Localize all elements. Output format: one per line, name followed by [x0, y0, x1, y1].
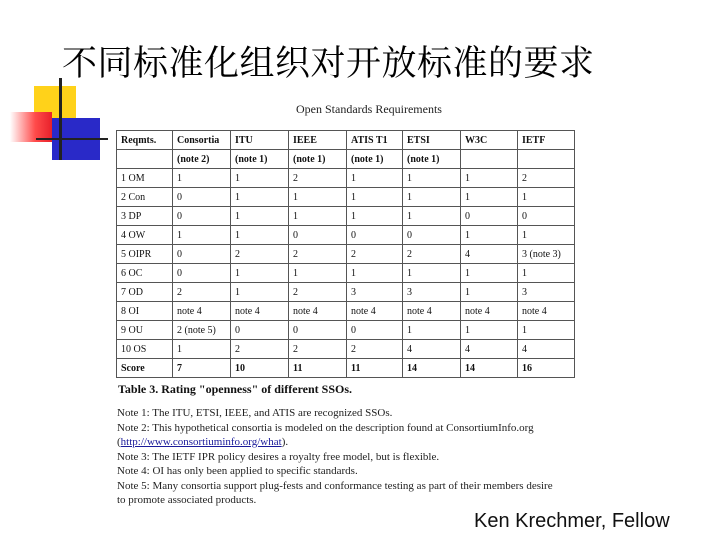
table-cell: 1 [461, 321, 518, 340]
note-1: Note 1: The ITU, ETSI, IEEE, and ATIS are recognized SSOs. [117, 407, 393, 419]
note-4: Note 4: OI has only been applied to specific standards. [117, 465, 358, 477]
decor-horizontal-line [36, 138, 108, 140]
table-subheader-row [117, 150, 575, 169]
table-cell: 2 [347, 340, 403, 359]
consortiuminfo-link[interactable]: http://www.consortiuminfo.org/what [120, 436, 282, 448]
table-cell: 0 [403, 226, 461, 245]
table-cell: 5 OIPR [117, 245, 173, 264]
table-cell: 1 [518, 321, 575, 340]
table-cell: 0 [347, 226, 403, 245]
table-cell: 4 [461, 340, 518, 359]
table-cell: 1 [461, 264, 518, 283]
table-cell: 1 OM [117, 169, 173, 188]
table-cell: 2 [347, 245, 403, 264]
table-cell: 1 [231, 264, 289, 283]
table-cell: note 4 [518, 302, 575, 321]
table-cell: 3 [518, 283, 575, 302]
table-cell: 0 [518, 207, 575, 226]
table-caption: Table 3. Rating "openness" of different SSOs. [118, 382, 353, 396]
table-cell: 1 [289, 264, 347, 283]
table-cell: 1 [173, 226, 231, 245]
table-cell: 1 [289, 207, 347, 226]
table-header-cell: ETSI [403, 131, 461, 150]
table-subheader-cell [461, 150, 518, 169]
table-cell: 1 [461, 283, 518, 302]
table-cell: 1 [231, 226, 289, 245]
table-row [117, 245, 575, 264]
table-cell: 1 [403, 264, 461, 283]
table-cell: note 4 [347, 302, 403, 321]
table-cell: 1 [347, 169, 403, 188]
table-header-cell: Consortia [173, 131, 231, 150]
table-cell: 1 [347, 207, 403, 226]
table-header-cell: ITU [231, 131, 289, 150]
table-cell: 1 [173, 169, 231, 188]
table-cell: 14 [461, 359, 518, 378]
table-subheader-cell [117, 150, 173, 169]
table-cell: 16 [518, 359, 575, 378]
table-cell: 4 [403, 340, 461, 359]
table-cell: 14 [403, 359, 461, 378]
table-cell: 1 [461, 169, 518, 188]
table-cell: 1 [403, 207, 461, 226]
table-cell: 0 [173, 188, 231, 207]
table-cell: 7 [173, 359, 231, 378]
table-cell: 9 OU [117, 321, 173, 340]
note-2-link-line [117, 435, 637, 450]
table-cell: 1 [403, 321, 461, 340]
table-cell: 8 OI [117, 302, 173, 321]
table-cell: 0 [173, 264, 231, 283]
table-subheader-cell [518, 150, 575, 169]
table-cell: 0 [347, 321, 403, 340]
note-3: Note 3: The IETF IPR policy desires a royalty free model, but is flexible. [117, 450, 440, 463]
table-cell: 2 [518, 169, 575, 188]
table-cell: 2 [289, 245, 347, 264]
table-cell: 2 Con [117, 188, 173, 207]
table-header-cell: Reqmts. [117, 131, 173, 150]
table-header-row [117, 131, 575, 150]
requirements-table [116, 130, 575, 378]
table-cell: 3 DP [117, 207, 173, 226]
note-2: Note 2: This hypothetical consortia is modeled on the description found at ConsortiumInfo.org [117, 421, 534, 434]
table-header-cell: IETF [518, 131, 575, 150]
table-cell: 10 OS [117, 340, 173, 359]
table-cell: 1 [403, 169, 461, 188]
table-cell: 10 [231, 359, 289, 378]
table-subheader-cell: (note 1) [403, 150, 461, 169]
table-cell: 11 [289, 359, 347, 378]
table-cell: 1 [461, 188, 518, 207]
table-cell: 1 [518, 188, 575, 207]
table-cell: Score [117, 359, 173, 378]
table-cell: 4 [461, 245, 518, 264]
table-cell: 0 [173, 207, 231, 226]
link-paren-open: ( [117, 436, 121, 448]
table-row [117, 169, 575, 188]
table-header-cell: IEEE [289, 131, 347, 150]
table-row [117, 226, 575, 245]
slide-title: 不同标准化组织对开放标准的要求 [62, 44, 595, 84]
table-cell: note 4 [289, 302, 347, 321]
table-cell: 0 [173, 245, 231, 264]
table-cell: note 4 [231, 302, 289, 321]
table-subheader-cell: (note 2) [173, 150, 231, 169]
table-cell: 7 OD [117, 283, 173, 302]
note-5-continued: to promote associated products. [117, 494, 257, 506]
table-cell: 1 [289, 188, 347, 207]
table-cell: 1 [347, 264, 403, 283]
table-subheader-cell: (note 1) [289, 150, 347, 169]
table-cell: 2 [231, 340, 289, 359]
table-header-cell: W3C [461, 131, 518, 150]
table-cell: 2 [173, 283, 231, 302]
table-row [117, 264, 575, 283]
table-cell: 0 [289, 321, 347, 340]
table-cell: 1 [231, 283, 289, 302]
table-cell: 0 [461, 207, 518, 226]
table-cell: 1 [403, 188, 461, 207]
table-body [117, 169, 575, 359]
table-cell: 4 [518, 340, 575, 359]
table-cell: 2 [289, 283, 347, 302]
table-row [117, 207, 575, 226]
table-row [117, 321, 575, 340]
table-header-cell: ATIS T1 [347, 131, 403, 150]
notes-block [117, 406, 637, 508]
table-score-row [117, 359, 575, 378]
table-cell: 11 [347, 359, 403, 378]
table-cell: 0 [231, 321, 289, 340]
document-caption: Open Standards Requirements [296, 102, 442, 116]
table-row [117, 302, 575, 321]
table-cell: 2 (note 5) [173, 321, 231, 340]
table-cell: 1 [173, 340, 231, 359]
decor-vertical-line [59, 78, 62, 160]
table-subheader-cell: (note 1) [231, 150, 289, 169]
table-cell: note 4 [461, 302, 518, 321]
table-cell: 1 [461, 226, 518, 245]
table-cell: 1 [231, 207, 289, 226]
table-cell: 1 [231, 188, 289, 207]
table-cell: 6 OC [117, 264, 173, 283]
table-cell: 4 OW [117, 226, 173, 245]
author-name: Ken Krechmer, Fellow [474, 510, 670, 532]
table-row [117, 283, 575, 302]
table-row [117, 340, 575, 359]
table-cell: 2 [289, 169, 347, 188]
table-cell: 1 [347, 188, 403, 207]
table-cell: 1 [518, 226, 575, 245]
table-cell: 3 [347, 283, 403, 302]
table-cell: 3 (note 3) [518, 245, 575, 264]
link-paren-close: ). [281, 436, 289, 448]
note-5: Note 5: Many consortia support plug-fests and conformance testing as part of their members desire [117, 479, 553, 492]
table-cell: note 4 [403, 302, 461, 321]
table-row [117, 188, 575, 207]
table-cell: 0 [289, 226, 347, 245]
table-cell: 1 [231, 169, 289, 188]
table-cell: 1 [518, 264, 575, 283]
table-cell: 3 [403, 283, 461, 302]
table-subheader-cell: (note 1) [347, 150, 403, 169]
table-cell: note 4 [173, 302, 231, 321]
table-cell: 2 [231, 245, 289, 264]
table-cell: 2 [289, 340, 347, 359]
table-cell: 2 [403, 245, 461, 264]
